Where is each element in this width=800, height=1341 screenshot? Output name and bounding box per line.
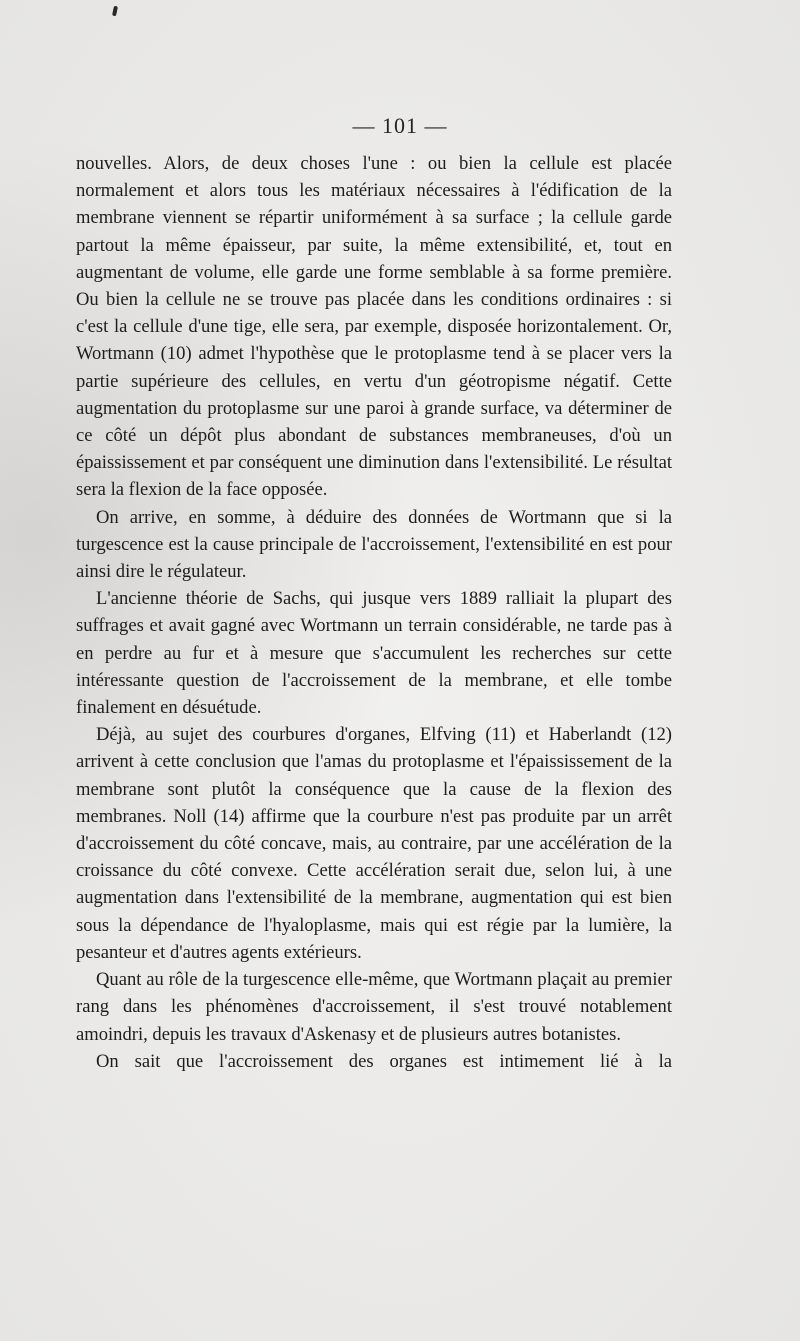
paragraph-6: On sait que l'accroissement des organes est intimement lié à la (96, 1050, 672, 1072)
paragraph-4: Déjà, au sujet des courbures d'organes, Elfving (11) et Haberlandt (12) arrivent à cette conclusion que l'amas du protoplasme et l'épaississement de la membrane sont plutôt la conséquence que la cause de la flexion des membranes. Noll (14) affirme que la courbure n'est pas produite par un arrêt d'accroissement du côté concave, mais, au contraire, par une accélération de la croissance du côté convexe. Cette accélération serait due, selon lui, à une augmentation dans l'extensibilité de la membrane, augmentation qui est bien sous la dépendance de l'hyaloplasme, mais qui est régie par la lumière, la pesanteur et d'autres agents extérieurs. (76, 724, 672, 963)
paragraph-5: Quant au rôle de la turgescence elle-même, que Wortmann plaçait au premier rang dans les phénomènes d'accroissement, il s'est trouvé notablement amoindri, depuis les travaux d'Askenasy et de plusieurs autres botanistes. (76, 969, 672, 1045)
page-number: — 101 — (352, 113, 448, 138)
paragraph-2: On arrive, en somme, à déduire des données de Wortmann que si la turgescence est la cause principale de l'accroissement, l'extensibilité en est pour ainsi dire le régulateur. (76, 506, 672, 583)
paragraph-3: L'ancienne théorie de Sachs, qui jusque vers 1889 ralliait la plupart des suffrages et avait gagné avec Wortmann un terrain considérable, ne tarde pas à en perdre au fur et à mesure que s'accumulent les recherches sur cette intéressante question de l'accroissement de la membrane, et elle tombe finalement en désuétude. (76, 588, 672, 719)
ink-speck (112, 6, 118, 17)
paragraph-1: nouvelles. Alors, de deux choses l'une : ou bien la cellule est placée normalement et alors tous les matériaux nécessaires à l'édification de la membrane viennent se répartir uniformément à sa surface ; la cellule garde partout la même épaisseur, par suite, la même extensibilité, et, tout en augmentant de volume, elle garde une forme semblable à sa forme première. Ou bien la cellule ne se trouve pas placée dans les conditions ordinaires : si c'est la cellule d'une tige, elle sera, par exemple, disposée horizontalement. Or, Wortmann (10) admet l'hypothèse que le protoplasme tend à se placer vers la partie supérieure des cellules, en vertu d'un géotropisme négatif. Cette augmentation du protoplasme sur une paroi à grande surface, va déterminer de ce côté un dépôt plus abondant de substances membraneuses, d'où un épaississement et par conséquent une diminution dans l'extensibilité. Le résultat sera la flexion de la face opposée. (76, 153, 672, 501)
page-body (76, 150, 672, 1075)
